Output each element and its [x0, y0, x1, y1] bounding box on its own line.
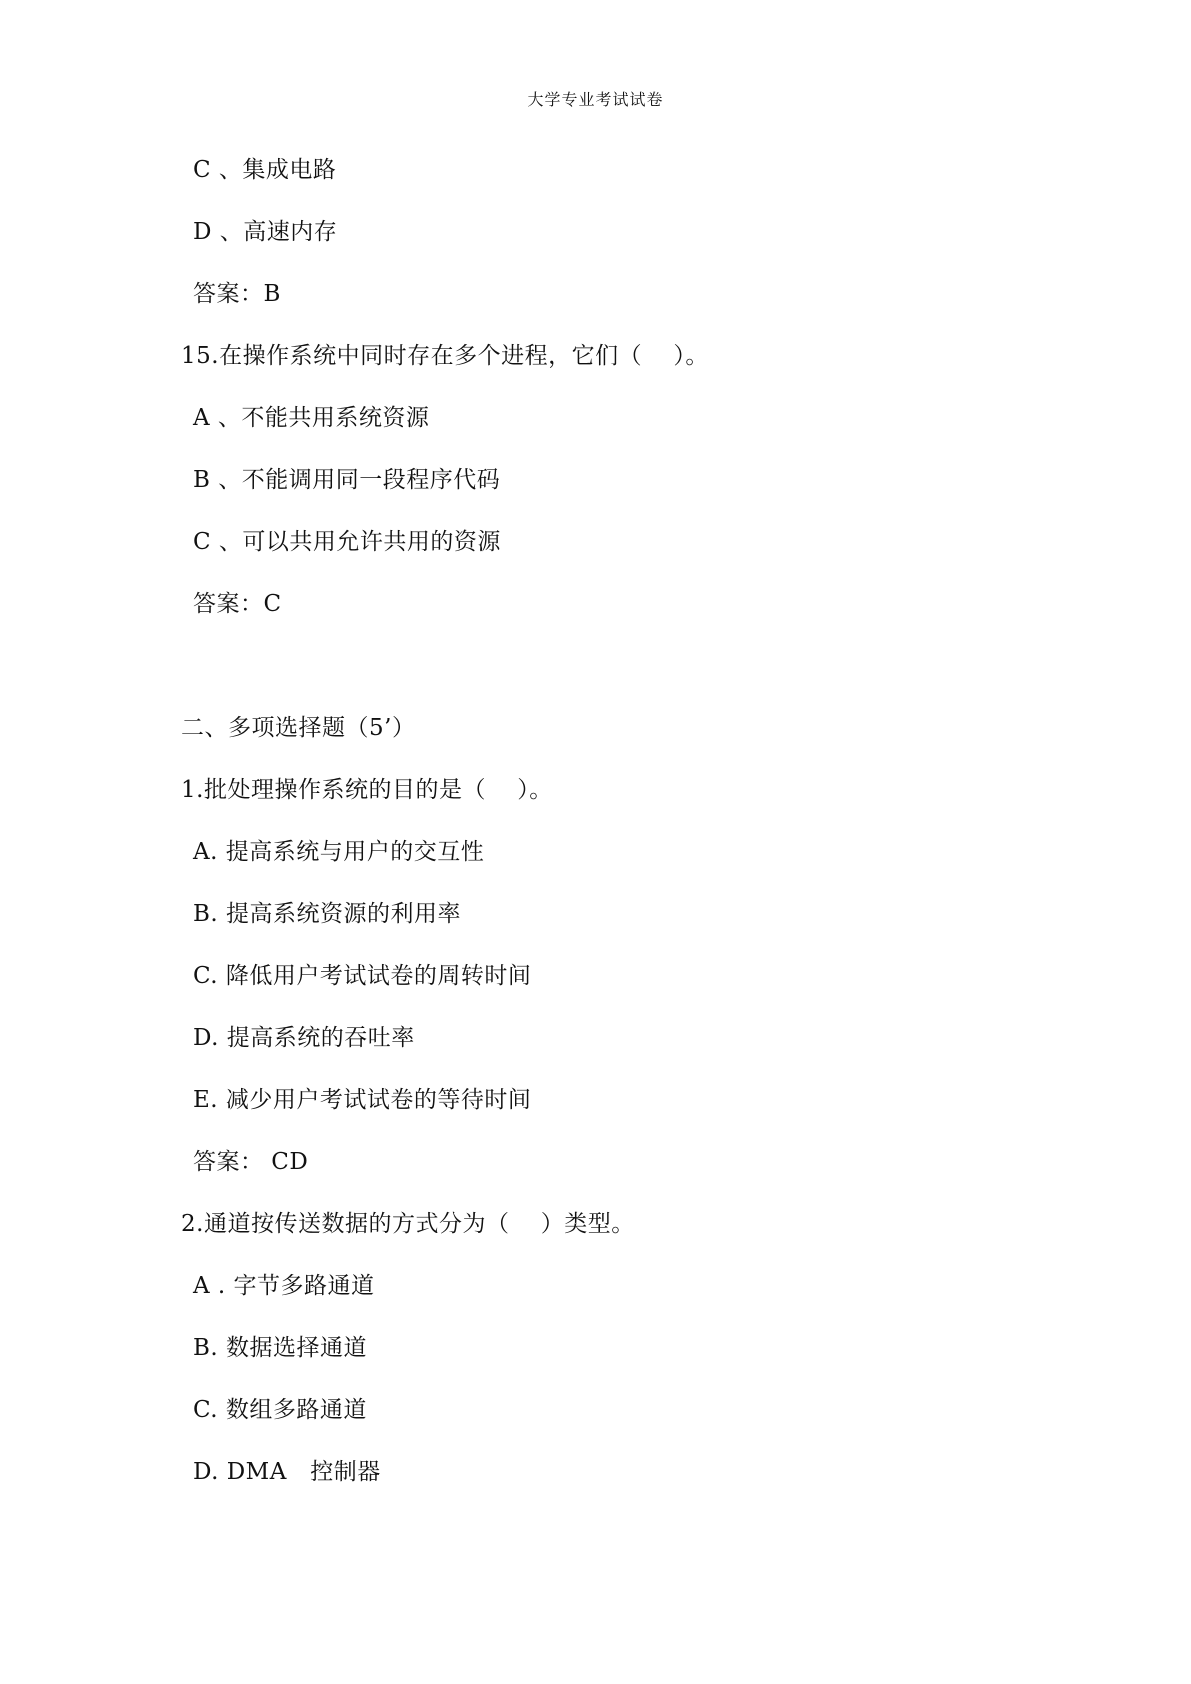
option-c-block-multiplexer: C. 数组多路通道	[193, 1397, 367, 1423]
section-heading-multiple-choice: 二、多项选择题（5’）	[181, 715, 416, 741]
option-d-throughput: D. 提高系统的吞吐率	[193, 1025, 415, 1051]
option-a-interactivity: A. 提高系统与用户的交互性	[193, 839, 485, 865]
answer-line: 答案：C	[193, 591, 282, 617]
question-2: 2.通道按传送数据的方式分为（ ）类型。	[181, 1211, 635, 1237]
option-d-dma-controller: D. DMA 控制器	[193, 1459, 381, 1485]
question-1: 1.批处理操作系统的目的是（ ）。	[181, 777, 553, 803]
option-c-shared-resources: C 、可以共用允许共用的资源	[193, 529, 501, 555]
option-b-selector-channel: B. 数据选择通道	[193, 1335, 368, 1361]
option-a-byte-multiplexer: A . 字节多路通道	[193, 1273, 375, 1299]
page-header: 大学专业考试试卷	[527, 90, 664, 109]
option-e-wait-time: E. 减少用户考试试卷的等待时间	[193, 1087, 532, 1113]
option-b-utilization: B. 提高系统资源的利用率	[193, 901, 462, 927]
answer-line: 答案：B	[193, 281, 281, 307]
question-15: 15.在操作系统中同时存在多个进程，它们（ ）。	[181, 343, 709, 369]
option-c-integrated-circuit: C 、集成电路	[193, 157, 337, 183]
option-c-turnaround: C. 降低用户考试试卷的周转时间	[193, 963, 532, 989]
option-d-high-speed-memory: D 、高速内存	[193, 219, 338, 245]
answer-line: 答案： CD	[193, 1149, 309, 1175]
option-a-no-shared-resources: A 、不能共用系统资源	[193, 405, 430, 431]
option-b-no-shared-code: B 、不能调用同一段程序代码	[193, 467, 501, 493]
